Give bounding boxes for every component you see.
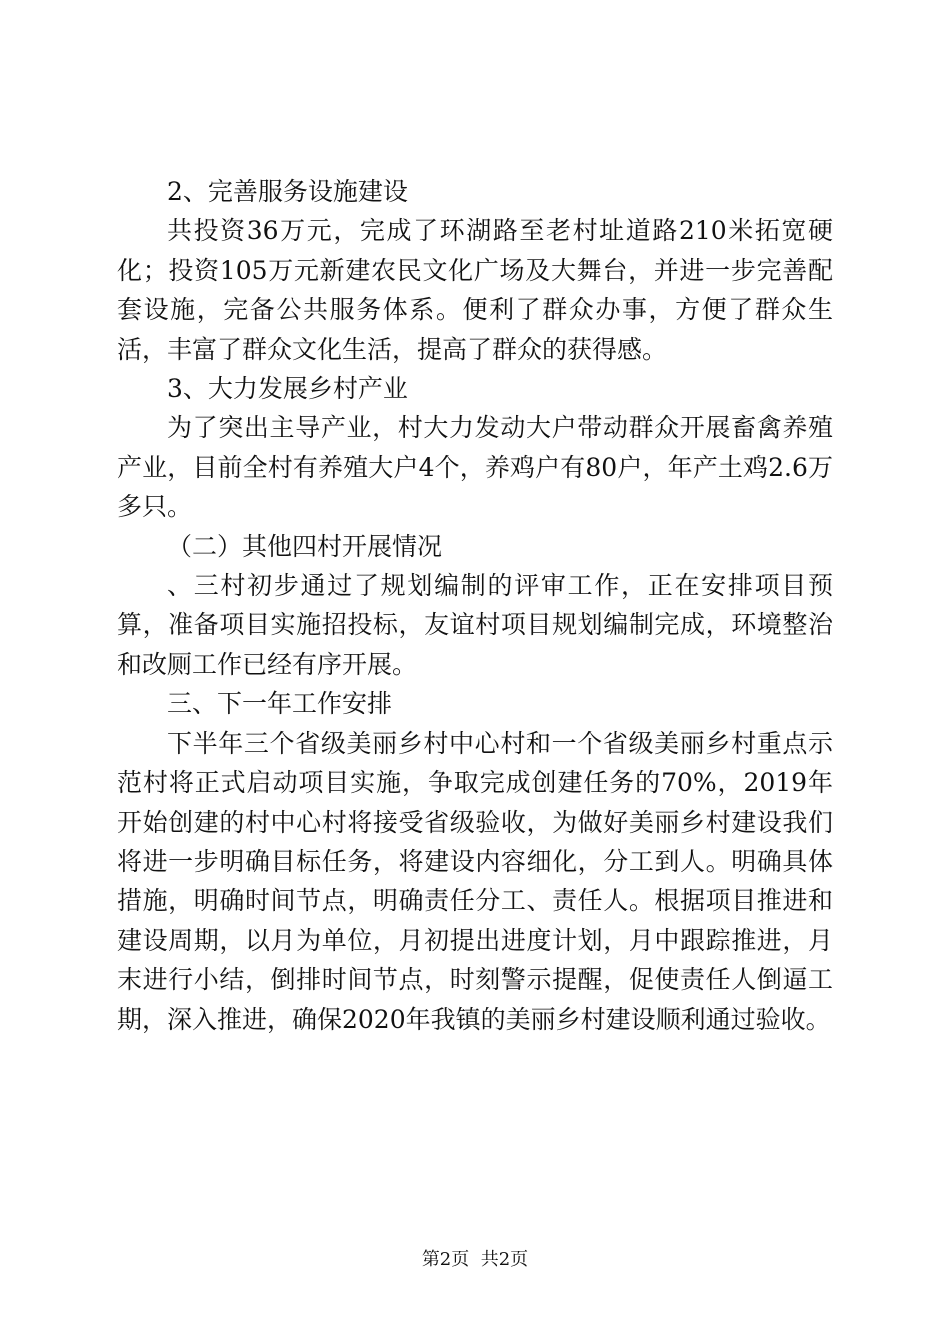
page-total: 共2页 xyxy=(480,1249,529,1270)
page-number: 第2页 xyxy=(421,1249,470,1270)
section-heading-industry: 3、大力发展乡村产业 xyxy=(167,374,408,404)
paragraph-facilities: 共投资36万元，完成了环湖路至老村址道路210米拓宽硬化；投资105万元新建农民文化广场及大舞台，并进一步完善配套设施，完备公共服务体系。便利了群众办事，方便了群众生活，丰富了群众文化生活，提高了群众的获得感。 xyxy=(117,216,833,364)
section-heading-facilities: 2、完善服务设施建设 xyxy=(167,177,408,206)
section-heading-other-villages: （二）其他四村开展情况 xyxy=(167,531,443,561)
document-body xyxy=(117,172,833,1039)
paragraph-next-year: 下半年三个省级美丽乡村中心村和一个省级美丽乡村重点示范村将正式启动项目实施，争取完成创建任务的70%，2019年开始创建的村中心村将接受省级验收，为做好美丽乡村建设我们将进一步明确目标任务，将建设内容细化，分工到人。明确具体措施，明确时间节点，明确责任分工、责任人。根据项目推进和建设周期，以月为单位，月初提出进度计划，月中跟踪推进，月末进行小结，倒排时间节点，时刻警示提醒，促使责任人倒逼工期，深入推进，确保2020年我镇的美丽乡村建设顺利通过验收。 xyxy=(117,728,833,1034)
page-footer xyxy=(0,1245,950,1271)
paragraph-other-villages: 、三村初步通过了规划编制的评审工作，正在安排项目预算，准备项目实施招投标，友谊村项目规划编制完成，环境整治和改厕工作已经有序开展。 xyxy=(117,571,833,679)
section-heading-next-year: 三、下一年工作安排 xyxy=(167,689,393,719)
paragraph-industry: 为了突出主导产业，村大力发动大户带动群众开展畜禽养殖产业，目前全村有养殖大户4个，养鸡户有80户，年产土鸡2.6万多只。 xyxy=(117,413,833,522)
footer-spacer xyxy=(469,1249,480,1270)
